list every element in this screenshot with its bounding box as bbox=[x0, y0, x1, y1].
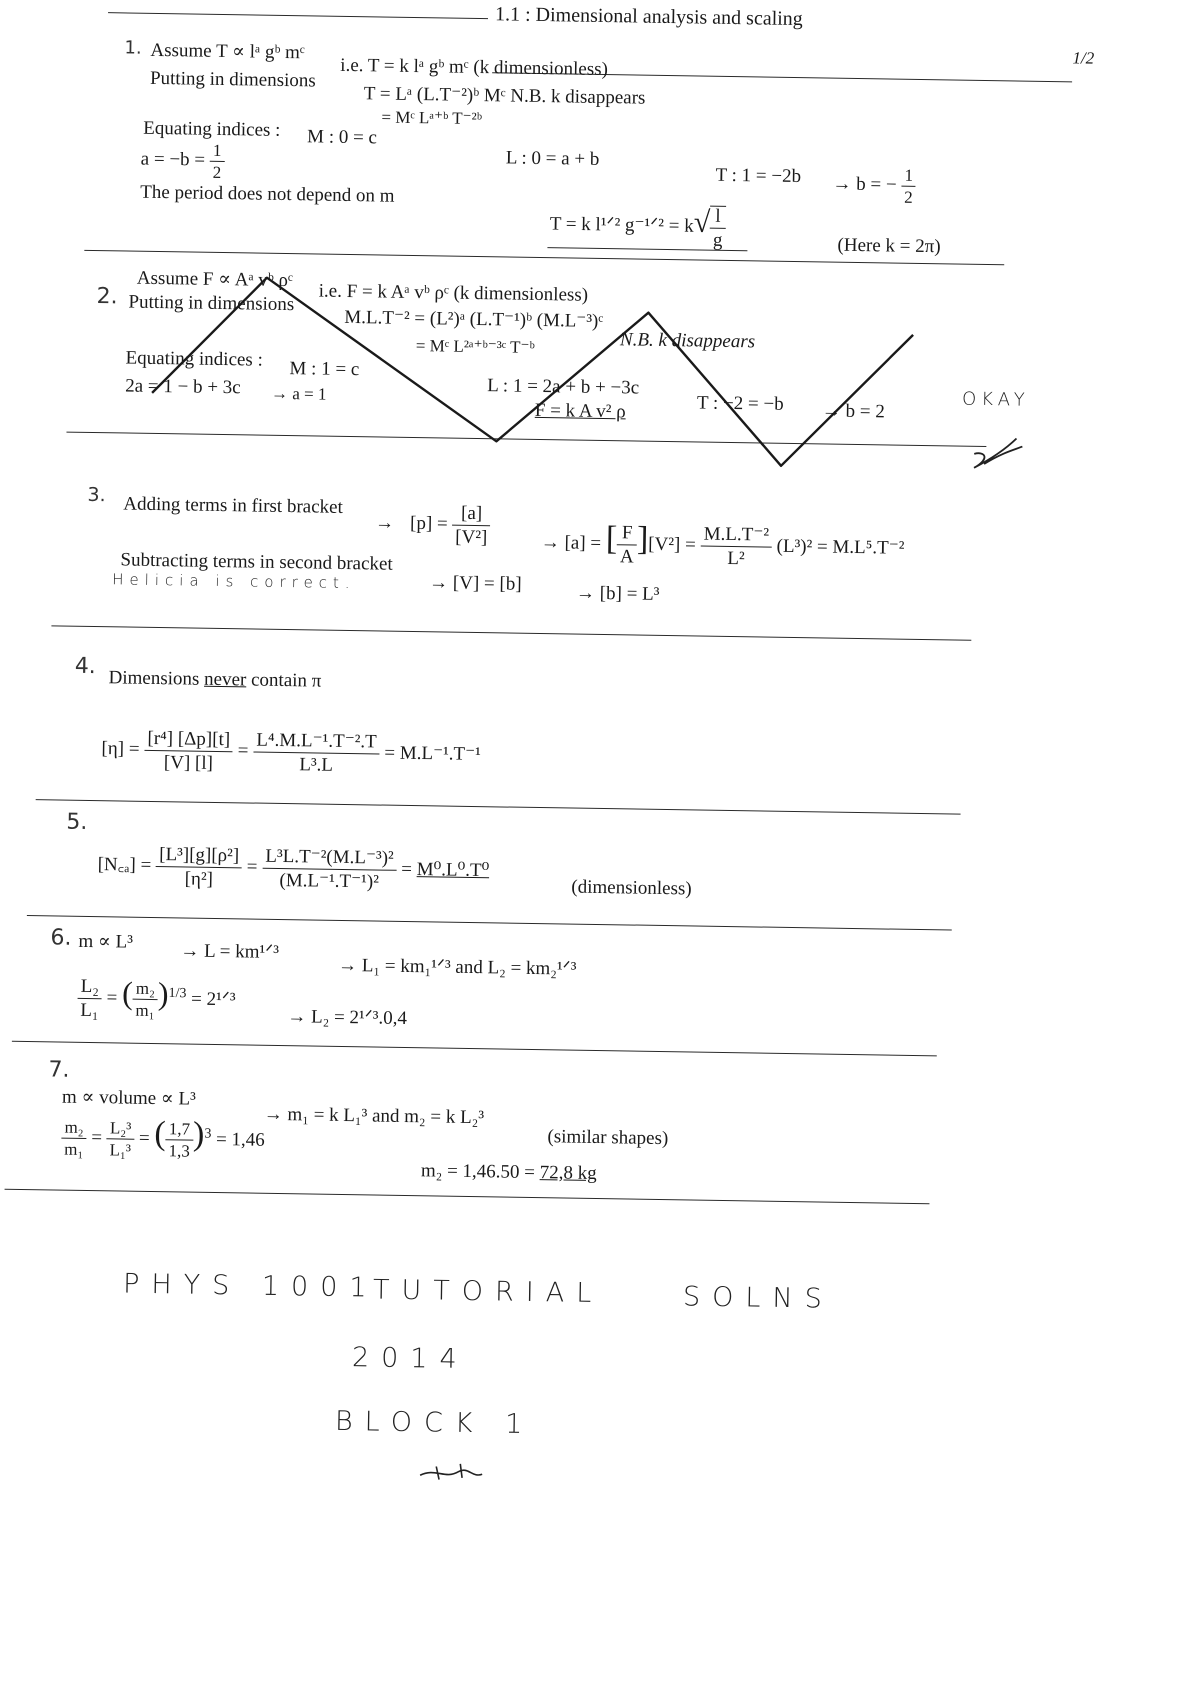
q4-frac-2: $\frac{\text{L⁴.M.L⁻¹.T⁻².T}}{\text{L³.L}}$ bbox=[253, 731, 380, 776]
q5-note: (dimensionless) bbox=[571, 876, 692, 900]
q6-l-ratio: $\frac{\text{L₂}}{\text{L₁}}$ bbox=[77, 977, 102, 1020]
q4-number: 4. bbox=[74, 653, 96, 680]
q4-frac-1: $\frac{\text{[r⁴] [Δp][t]}}{[V] [l]}$ bbox=[144, 729, 233, 773]
q2-nb: N.B. k disappears bbox=[619, 329, 756, 353]
q3-v-eq: → [V] = [b] bbox=[428, 572, 522, 595]
q7-m2-result: m₂ = 1,46.50 = 72,8 kg bbox=[420, 1160, 597, 1184]
q5-number: 5. bbox=[66, 809, 88, 835]
q6-number: 6. bbox=[50, 925, 72, 951]
q5-frac-1: $\frac{\text{[L³][g][ρ²]}}{\text{[η²]}}$ bbox=[156, 845, 243, 889]
q2-assume: Assume F ∝ Aᵃ vᵇ ρᶜ bbox=[136, 267, 294, 292]
q1-result: T = k l¹ᐟ² g⁻¹ᐟ² = k√ $\frac{l}{g}$ bbox=[549, 203, 726, 250]
q2-dims2: = Mᶜ L²ᵃ⁺ᵇ⁻³ᶜ T⁻ᵇ bbox=[415, 336, 535, 357]
q3-handwritten-note: Helicia is correct. bbox=[112, 570, 356, 593]
q5-frac-2: $\frac{\text{L³L.T⁻²(M.L⁻³)²}}{\text{(M.L⁻¹.T⁻¹)²}}$ bbox=[262, 847, 397, 892]
q1-putting: Putting in dimensions bbox=[149, 67, 316, 92]
q3-number: 3. bbox=[87, 483, 106, 507]
q2-b-result: → b = 2 bbox=[821, 400, 886, 423]
q2-ie: i.e. F = k Aᵃ vᵇ ρᶜ (k dimensionless) bbox=[318, 280, 589, 306]
q2-m-eq: M : 1 = c bbox=[289, 358, 360, 381]
sqrt-sign: √ bbox=[693, 205, 711, 240]
q2-zigzag-crossout bbox=[151, 276, 914, 468]
page-number: 1/2 bbox=[1072, 48, 1095, 68]
q7-value-frac: $\frac{1,7}{1,3}$ bbox=[165, 1120, 193, 1159]
q2-equating: Equating indices : bbox=[125, 347, 263, 371]
q3-a-expr: → [a] = [ $\frac{F}{A}$ ][V²] = $\frac{\text{M.L.T⁻²}}{\text{L²}}$ (L³)² = M.L⁵.T⁻² bbox=[540, 520, 905, 570]
q2-dims1: M.L.T⁻² = (L²)ᵃ (L.T⁻¹)ᵇ (M.L⁻³)ᶜ bbox=[344, 306, 604, 332]
footer-block: BLOCK 1 bbox=[334, 1405, 535, 1441]
footer-year: 2014 bbox=[351, 1342, 469, 1375]
q1-b-frac: $\frac{1}{2}$ bbox=[901, 167, 916, 206]
q6-l-eq: → L = km¹ᐟ³ bbox=[180, 940, 280, 963]
q7-similar: (similar shapes) bbox=[547, 1126, 669, 1150]
q5-result: M⁰.L⁰.T⁰ bbox=[416, 858, 490, 882]
footer-initials-scribble bbox=[420, 1463, 482, 1480]
q1-equating: Equating indices : bbox=[143, 117, 281, 141]
q7-final-answer: 72,8 kg bbox=[539, 1162, 597, 1184]
footer-solns: SOLNS bbox=[682, 1281, 834, 1315]
q1-ie: i.e. T = k lᵃ gᵇ mᶜ (k dimensionless) bbox=[340, 54, 609, 81]
footer-course: PHYS 1001 bbox=[122, 1268, 379, 1304]
q1-number: 1. bbox=[124, 37, 142, 59]
q3-b-eq: → [b] = L³ bbox=[575, 582, 660, 605]
q7-ratio-expr: $\frac{\text{m₂}}{\text{m₁}}$ = $\frac{\text{L₂³}}{\text{L₁³}}$ = ( $\frac{1,7}{1,3}$ )$^3$ = 1,46 bbox=[61, 1116, 265, 1161]
q1-assume: Assume T ∝ lᵃ gᵇ mᶜ bbox=[150, 39, 305, 64]
q1-a-eq: a = −b = bbox=[140, 148, 206, 171]
q3-fa-frac: $\frac{F}{A}$ bbox=[617, 523, 637, 566]
q7-prop: m ∝ volume ∝ L³ bbox=[61, 1086, 196, 1110]
q3-subtracting: Subtracting terms in second bracket bbox=[120, 549, 393, 575]
q7-m-ratio: $\frac{\text{m₂}}{\text{m₁}}$ bbox=[61, 1119, 87, 1158]
q2-okay-mark: OKAY bbox=[961, 388, 1030, 411]
footer-tutorial: TUTORIAL bbox=[372, 1274, 604, 1310]
q7-l-ratio: $\frac{\text{L₂³}}{\text{L₁³}}$ bbox=[106, 1119, 134, 1158]
q6-l12: → L₁ = km₁¹ᐟ³ and L₂ = km₂¹ᐟ³ bbox=[337, 954, 577, 980]
q1-m-eq: M : 0 = c bbox=[306, 126, 378, 149]
q2-result: F = k A v² ρ bbox=[534, 399, 626, 423]
q3-a-frac: $\frac{\text{M.L.T⁻²}}{\text{L²}}$ bbox=[700, 525, 772, 569]
q1-dims2: = Mᶜ Lᵃ⁺ᵇ T⁻²ᵇ bbox=[381, 107, 483, 129]
q1-l-eq: L : 0 = a + b bbox=[505, 147, 600, 170]
q2-number: 2. bbox=[96, 284, 118, 310]
q4-never: never bbox=[203, 668, 247, 691]
q1-half-frac: $\frac{1}{2}$ bbox=[210, 142, 225, 181]
q2-a-result: → a = 1 bbox=[270, 383, 327, 404]
q6-ratio-expr: $\frac{\text{L₂}}{\text{L₁}}$ = ( $\frac{\text{m₂}}{\text{m₁}}$ )$^{1/3}$ = 2¹ᐟ³ bbox=[77, 976, 236, 1023]
q3-adding: Adding terms in first bracket bbox=[123, 493, 343, 518]
q3-p-frac: $\frac{[a]}{\text{[V²]}}$ bbox=[452, 504, 491, 548]
q5-expression: [N꜀ₐ] = $\frac{\text{[L³][g][ρ²]}}{\text{[η²]}}$ = $\frac{\text{L³L.T⁻²(M.L⁻³)²}}{\text{(M.L⁻¹.T⁻¹)²}}$ = M⁰.L⁰.T⁰ bbox=[97, 844, 490, 893]
q1-here-note: (Here k = 2π) bbox=[837, 234, 941, 258]
q2-l-eq: L : 1 = 2a + b + −3c bbox=[487, 375, 640, 399]
q4-statement: Dimensions never contain π bbox=[108, 667, 322, 692]
q1-root-frac: $\frac{l}{g}$ bbox=[710, 206, 726, 250]
q2-a-eq: 2a = 1 − b + 3c bbox=[125, 375, 241, 399]
q1-b-result: → b = − $\frac{1}{2}$ bbox=[832, 166, 916, 206]
q1-period-text: The period does not depend on m bbox=[140, 181, 395, 207]
q1-t-eq: T : 1 = −2b bbox=[715, 164, 802, 188]
q3-p-expr: → [p] = $\frac{[a]}{\text{[V²]}}$ bbox=[375, 502, 491, 547]
q1-dims1: T = Lᵃ (L.T⁻²)ᵇ Mᶜ N.B. k disappears bbox=[363, 83, 646, 109]
q7-m-eqs: → m₁ = k L₁³ and m₂ = k L₂³ bbox=[263, 1103, 485, 1129]
q2-putting: Putting in dimensions bbox=[128, 291, 295, 316]
q6-m-ratio: $\frac{\text{m₂}}{\text{m₁}}$ bbox=[132, 980, 158, 1019]
q7-number: 7. bbox=[48, 1057, 70, 1083]
okay-tick-mark bbox=[974, 438, 1022, 469]
q6-prop: m ∝ L³ bbox=[78, 930, 134, 953]
header-title: 1.1 : Dimensional analysis and scaling bbox=[494, 3, 803, 31]
q4-expression: [η] = $\frac{\text{[r⁴] [Δp][t]}}{[V] [l]}$ = $\frac{\text{L⁴.M.L⁻¹.T⁻².T}}{\text{L³.L}}$ = M.L⁻¹.T⁻¹ bbox=[101, 727, 482, 776]
q6-l2-result: → L₂ = 2¹ᐟ³.0,4 bbox=[287, 1006, 408, 1029]
q2-t-eq: T : −2 = −b bbox=[696, 392, 784, 415]
